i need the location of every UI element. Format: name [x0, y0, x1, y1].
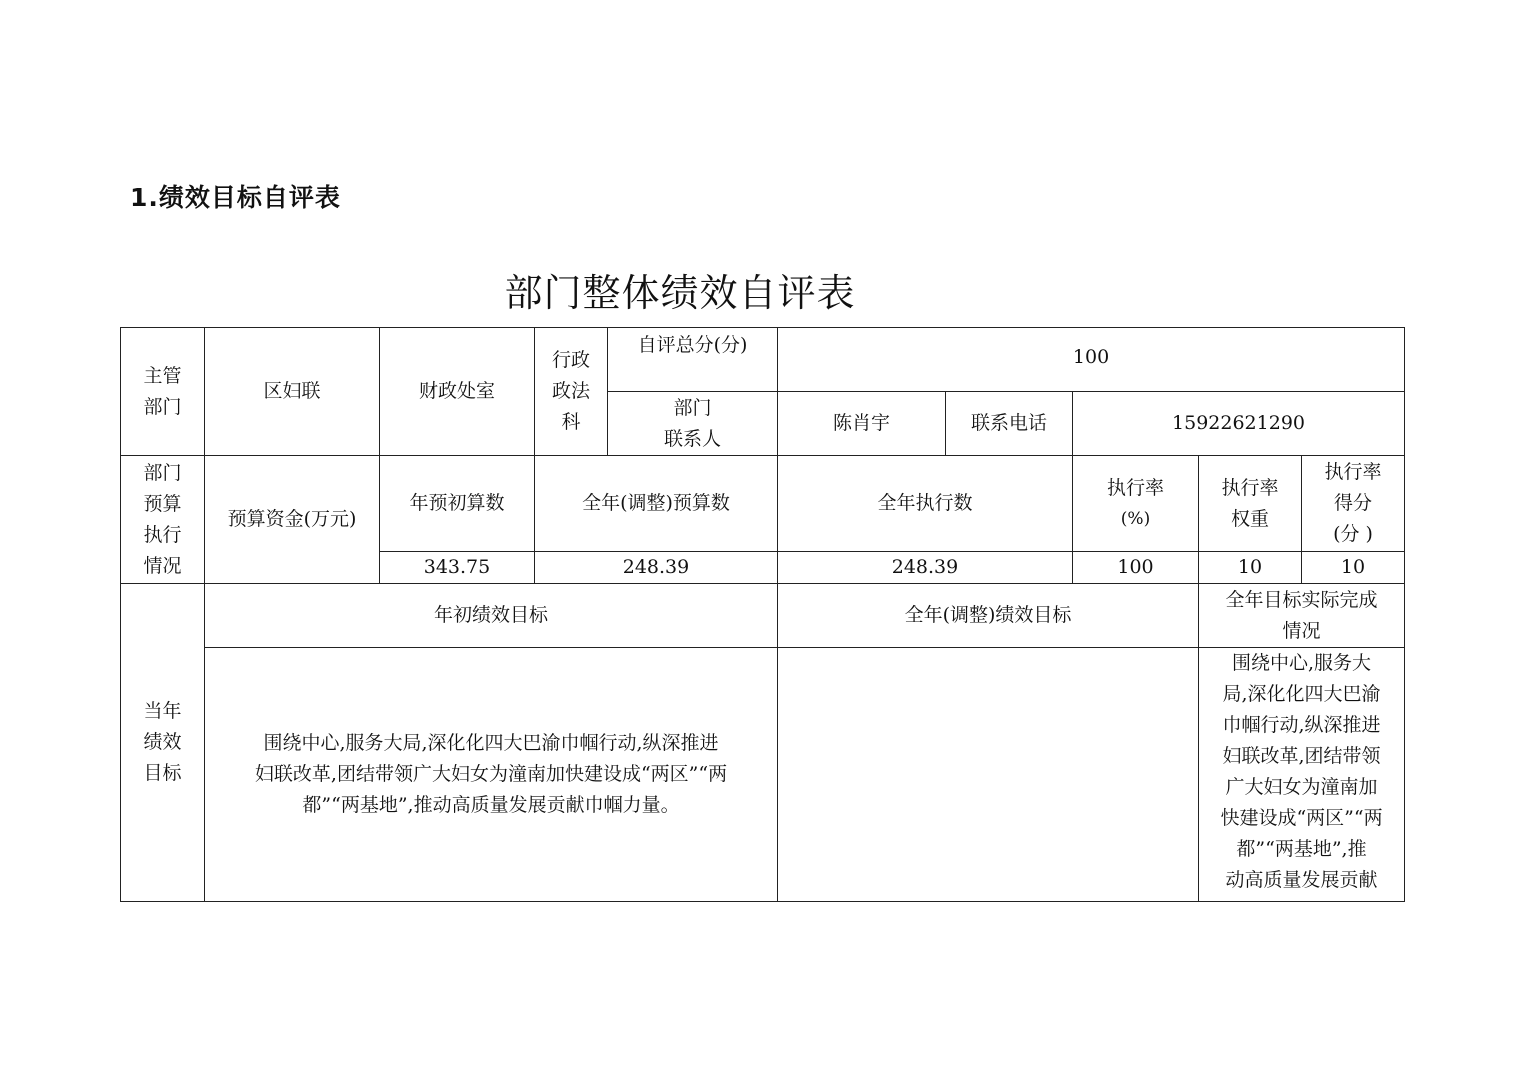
contact-label-cell [608, 392, 778, 456]
initial-goals-line: 都”“两基地”,推动高质量发展贡献巾帼力量。 [302, 794, 680, 816]
budget-label-line: 执行 [143, 523, 182, 546]
goals-label-line: 目标 [143, 762, 182, 784]
actual-goals-line: 局,深化化四大巴渝 [1222, 683, 1381, 705]
actual-goals-header [1199, 584, 1405, 648]
section-line: 政法 [551, 380, 590, 402]
section-heading: 1.绩效目标自评表 [130, 183, 341, 212]
exec-rate-header [1073, 456, 1199, 552]
initial-budget-header: 年预初算数 [380, 456, 535, 552]
dept-label-line: 主管 [143, 364, 182, 387]
contact-label-line: 部门 [673, 396, 712, 419]
initial-goals-header: 年初绩效目标 [205, 584, 778, 648]
actual-goals-header-line: 全年目标实际完成 [1225, 588, 1378, 611]
budget-label-line: 部门 [143, 461, 182, 484]
contact-label-line: 联系人 [663, 427, 721, 450]
goals-label-cell [121, 584, 205, 902]
section-line: 行政 [551, 349, 590, 371]
section-line: 科 [561, 411, 581, 433]
actual-goals-line: 快建设成“两区”“两 [1220, 807, 1383, 829]
score-value-cell: 100 [778, 328, 1405, 392]
adjusted-budget-header: 全年(调整)预算数 [535, 456, 778, 552]
exec-score-line: 得分 [1334, 492, 1373, 514]
actual-goals-line: 围绕中心,服务大 [1232, 652, 1372, 674]
funds-label-cell: 预算资金(万元) [205, 456, 380, 584]
contact-name-cell: 陈肖宇 [778, 392, 946, 456]
exec-score-line: (分 ) [1333, 523, 1373, 545]
exec-rate-line: 执行率 [1106, 476, 1164, 499]
budget-label-cell [121, 456, 205, 584]
exec-weight-line: 权重 [1230, 507, 1269, 530]
exec-weight-line: 执行率 [1221, 476, 1279, 499]
budget-label-line: 情况 [143, 554, 182, 577]
actual-goals-text [1199, 648, 1405, 902]
page-title: 部门整体绩效自评表 [504, 271, 856, 315]
exec-score-header [1302, 456, 1405, 552]
actual-goals-line: 广大妇女为潼南加 [1225, 776, 1378, 798]
phone-label-cell: 联系电话 [946, 392, 1073, 456]
actual-goals-header-line: 情况 [1282, 619, 1321, 642]
exec-score-line: 执行率 [1324, 461, 1382, 483]
adjusted-budget-value: 248.39 [535, 552, 778, 584]
initial-goals-line: 妇联改革,团结带领广大妇女为潼南加快建设成“两区”“两 [254, 763, 728, 785]
budget-label-line: 预算 [143, 492, 182, 515]
section-cell [535, 328, 608, 456]
phone-value-cell: 15922621290 [1073, 392, 1405, 456]
actual-goals-line: 巾帼行动,纵深推进 [1222, 714, 1381, 736]
goals-label-line: 当年 [143, 700, 182, 722]
finance-office-cell: 财政处室 [380, 328, 535, 456]
dept-name-cell: 区妇联 [205, 328, 380, 456]
actual-goals-line: 妇联改革,团结带领 [1222, 745, 1381, 767]
self-evaluation-table [120, 327, 1405, 902]
actual-goals-line: 都”“两基地”,推 [1236, 838, 1367, 860]
exec-score-value: 10 [1302, 552, 1405, 584]
initial-goals-line: 围绕中心,服务大局,深化化四大巴渝巾帼行动,纵深推进 [263, 732, 719, 754]
initial-goals-text [205, 648, 778, 902]
dept-label-cell [121, 328, 205, 456]
dept-label-line: 部门 [143, 395, 182, 418]
initial-budget-value: 343.75 [380, 552, 535, 584]
executed-value: 248.39 [778, 552, 1073, 584]
adjusted-goals-text [778, 648, 1199, 902]
goals-label-line: 绩效 [143, 731, 182, 753]
score-label-cell: 自评总分(分) [608, 328, 778, 392]
executed-header: 全年执行数 [778, 456, 1073, 552]
exec-weight-value: 10 [1199, 552, 1302, 584]
exec-rate-value: 100 [1073, 552, 1199, 584]
actual-goals-line: 动高质量发展贡献 [1225, 869, 1378, 891]
exec-rate-line: (%) [1120, 508, 1151, 529]
adjusted-goals-header: 全年(调整)绩效目标 [778, 584, 1199, 648]
exec-weight-header [1199, 456, 1302, 552]
